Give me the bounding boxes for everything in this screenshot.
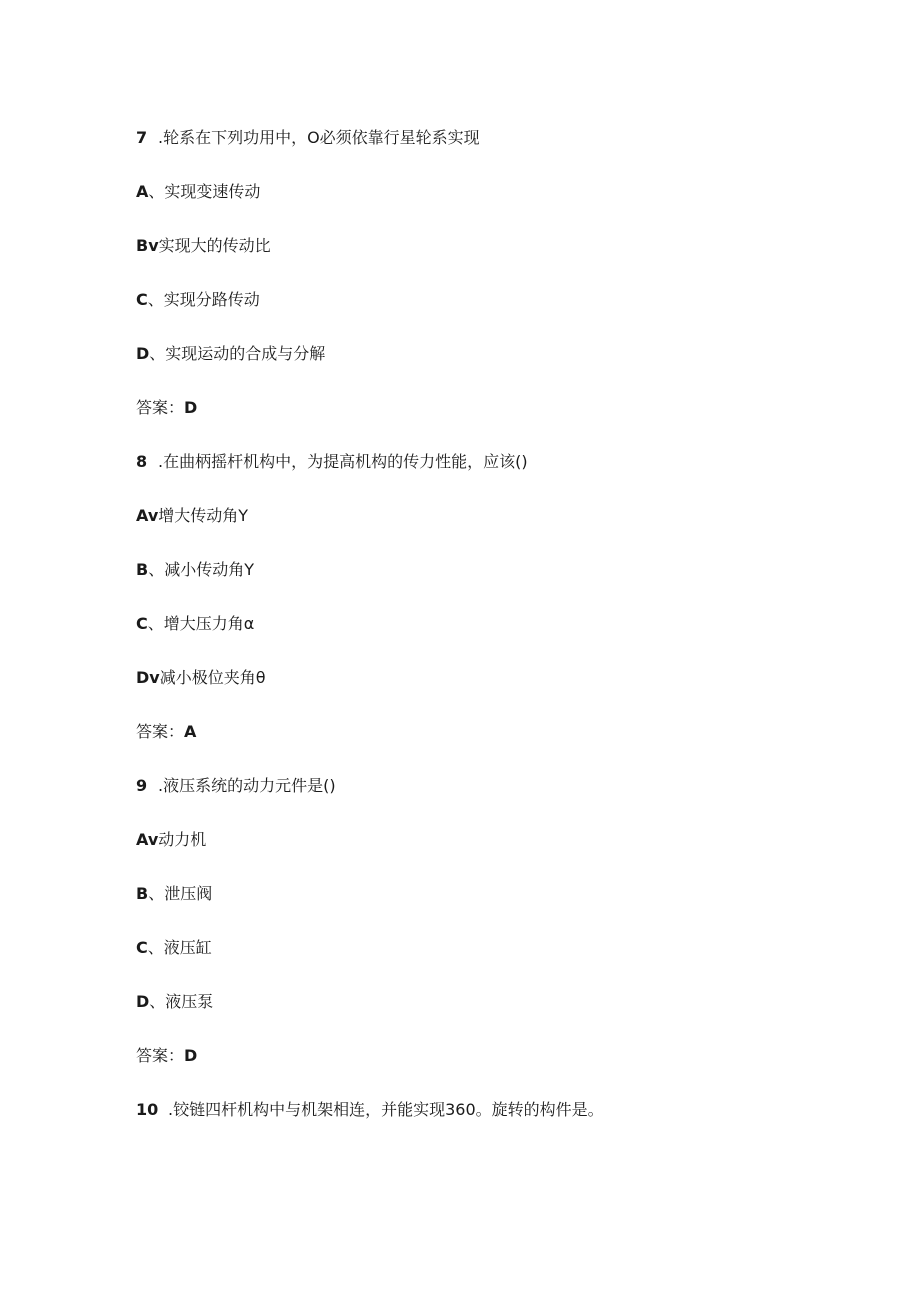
option-b	[136, 559, 254, 581]
answer-line	[136, 397, 197, 419]
answer-label: 答案：	[136, 398, 185, 417]
option-text: 实现变速传动	[164, 182, 261, 201]
option-a	[136, 181, 260, 203]
option-letter: D	[136, 992, 150, 1011]
option-letter: D	[136, 344, 150, 363]
option-separator: 、	[148, 884, 165, 903]
option-letter: C	[136, 938, 148, 957]
option-text: 液压缸	[163, 938, 212, 957]
option-letter: B	[136, 560, 149, 579]
option-b	[136, 883, 212, 905]
option-letter: A	[136, 182, 149, 201]
option-d	[136, 343, 325, 365]
question-number: 9	[136, 776, 148, 795]
answer-label: 答案：	[136, 1046, 185, 1065]
question-7	[136, 127, 480, 149]
option-letter: Dv	[136, 668, 160, 687]
question-10	[136, 1099, 604, 1121]
answer-value: D	[184, 1046, 198, 1065]
option-separator: 、	[147, 290, 164, 309]
option-c	[136, 613, 254, 635]
option-text: 增大传动角Y	[158, 506, 249, 525]
answer-value: D	[184, 398, 198, 417]
option-a	[136, 829, 206, 851]
option-text: 增大压力角α	[163, 614, 255, 633]
option-letter: Av	[136, 830, 159, 849]
option-separator: 、	[147, 614, 164, 633]
option-text: 实现分路传动	[163, 290, 260, 309]
option-separator: 、	[149, 992, 166, 1011]
option-b	[136, 235, 271, 257]
option-separator: 、	[148, 560, 165, 579]
answer-value: A	[184, 722, 197, 741]
question-number: 10	[136, 1100, 159, 1119]
option-separator: 、	[147, 938, 164, 957]
question-text: .铰链四杆机构中与机架相连，并能实现360。旋转的构件是。	[168, 1100, 604, 1119]
option-text: 减小极位夹角θ	[159, 668, 266, 687]
option-d	[136, 667, 266, 689]
option-separator: 、	[149, 344, 166, 363]
answer-line	[136, 721, 196, 743]
option-text: 泄压阀	[164, 884, 213, 903]
question-number: 8	[136, 452, 148, 471]
option-text: 实现运动的合成与分解	[165, 344, 326, 363]
option-letter: C	[136, 290, 148, 309]
question-number: 7	[136, 128, 148, 147]
option-c	[136, 937, 212, 959]
answer-label: 答案：	[136, 722, 185, 741]
option-letter: Bv	[136, 236, 159, 255]
option-text: 实现大的传动比	[158, 236, 271, 255]
option-separator: 、	[148, 182, 165, 201]
option-letter: C	[136, 614, 148, 633]
option-letter: Av	[136, 506, 159, 525]
option-c	[136, 289, 260, 311]
question-8	[136, 451, 528, 473]
option-text: 动力机	[158, 830, 207, 849]
option-letter: B	[136, 884, 149, 903]
question-9	[136, 775, 336, 797]
option-text: 减小传动角Y	[164, 560, 254, 579]
question-text: .在曲柄摇杆机构中，为提高机构的传力性能，应该()	[158, 452, 528, 471]
option-text: 液压泵	[165, 992, 214, 1011]
question-text: .轮系在下列功用中，O必须依靠行星轮系实现	[158, 128, 480, 147]
option-d	[136, 991, 213, 1013]
answer-line	[136, 1045, 197, 1067]
question-text: .液压系统的动力元件是()	[158, 776, 336, 795]
option-a	[136, 505, 248, 527]
